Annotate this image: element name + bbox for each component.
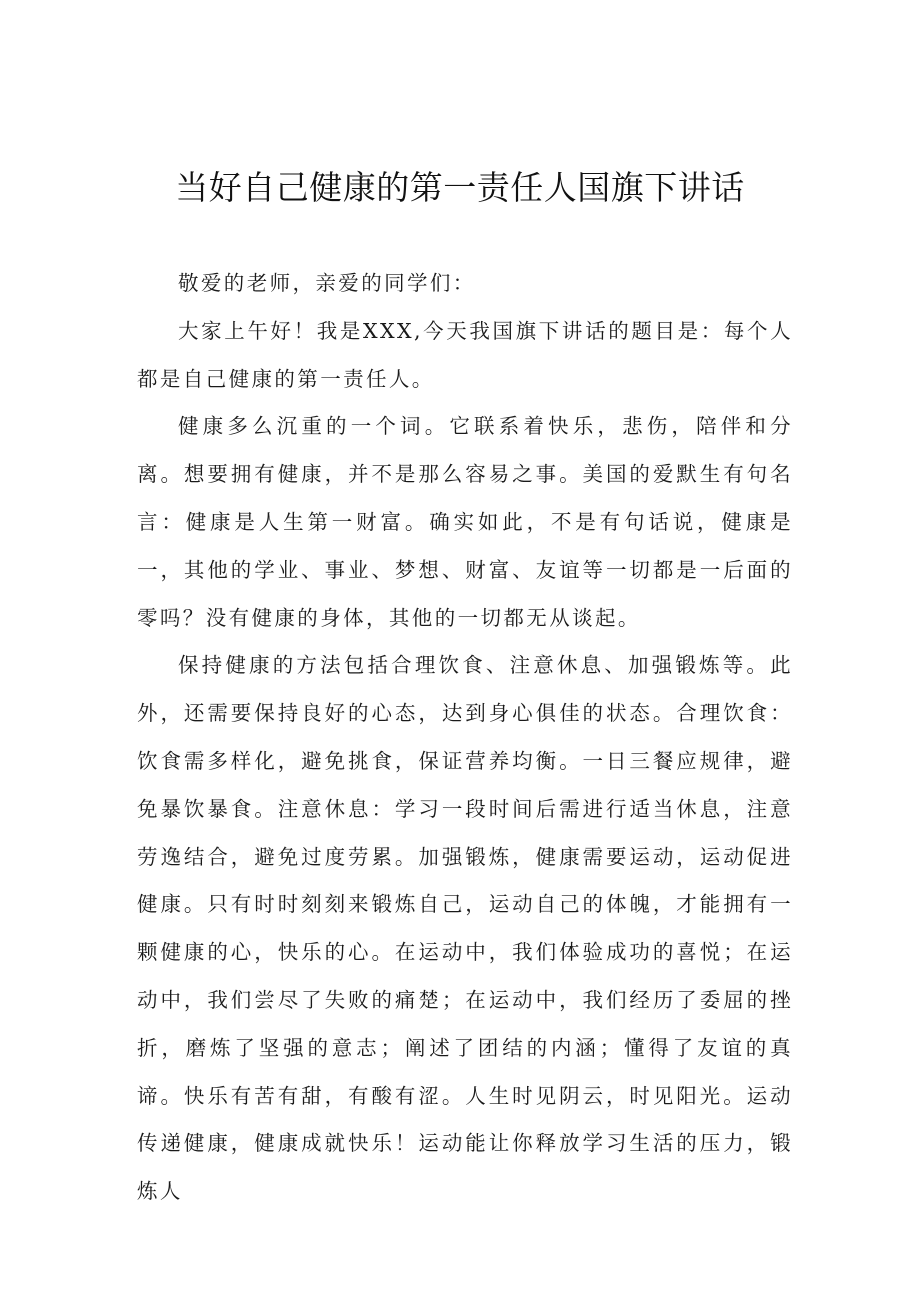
document-body: [137, 260, 793, 1216]
greeting-paragraph: 大家上午好！我是XXX,今天我国旗下讲话的题目是：每个人都是自己健康的第一责任人。: [137, 318, 793, 391]
health-importance-paragraph: 健康多么沉重的一个词。它联系着快乐，悲伤，陪伴和分离。想要拥有健康，并不是那么容易之事。美国的爱默生有句名言：健康是人生第一财富。确实如此，不是有句话说，健康是一，其他的学业、事业、梦想、财富、友谊等一切都是一后面的零吗？没有健康的身体，其他的一切都无从谈起。: [137, 414, 793, 630]
document-title: 当好自己健康的第一责任人国旗下讲话: [175, 168, 745, 207]
health-methods-paragraph: 保持健康的方法包括合理饮食、注意休息、加强锻炼等。此外，还需要保持良好的心态，达到身心俱佳的状态。合理饮食：饮食需多样化，避免挑食，保证营养均衡。一日三餐应规律，避免暴饮暴食。注意休息：学习一段时间后需进行适当休息，注意劳逸结合，避免过度劳累。加强锻炼，健康需要运动，运动促进健康。只有时时刻刻来锻炼自己，运动自己的体魄，才能拥有一颗健康的心，快乐的心。在运动中，我们体验成功的喜悦；在运动中，我们尝尽了失败的痛楚；在运动中，我们经历了委屈的挫折，磨炼了坚强的意志；阐述了团结的内涵；懂得了友谊的真谛。快乐有苦有甜，有酸有涩。人生时见阴云，时见阳光。运动传递健康，健康成就快乐！运动能让你释放学习生活的压力，锻炼人: [137, 653, 793, 1204]
salutation-paragraph: 敬爱的老师，亲爱的同学们：: [178, 271, 476, 295]
